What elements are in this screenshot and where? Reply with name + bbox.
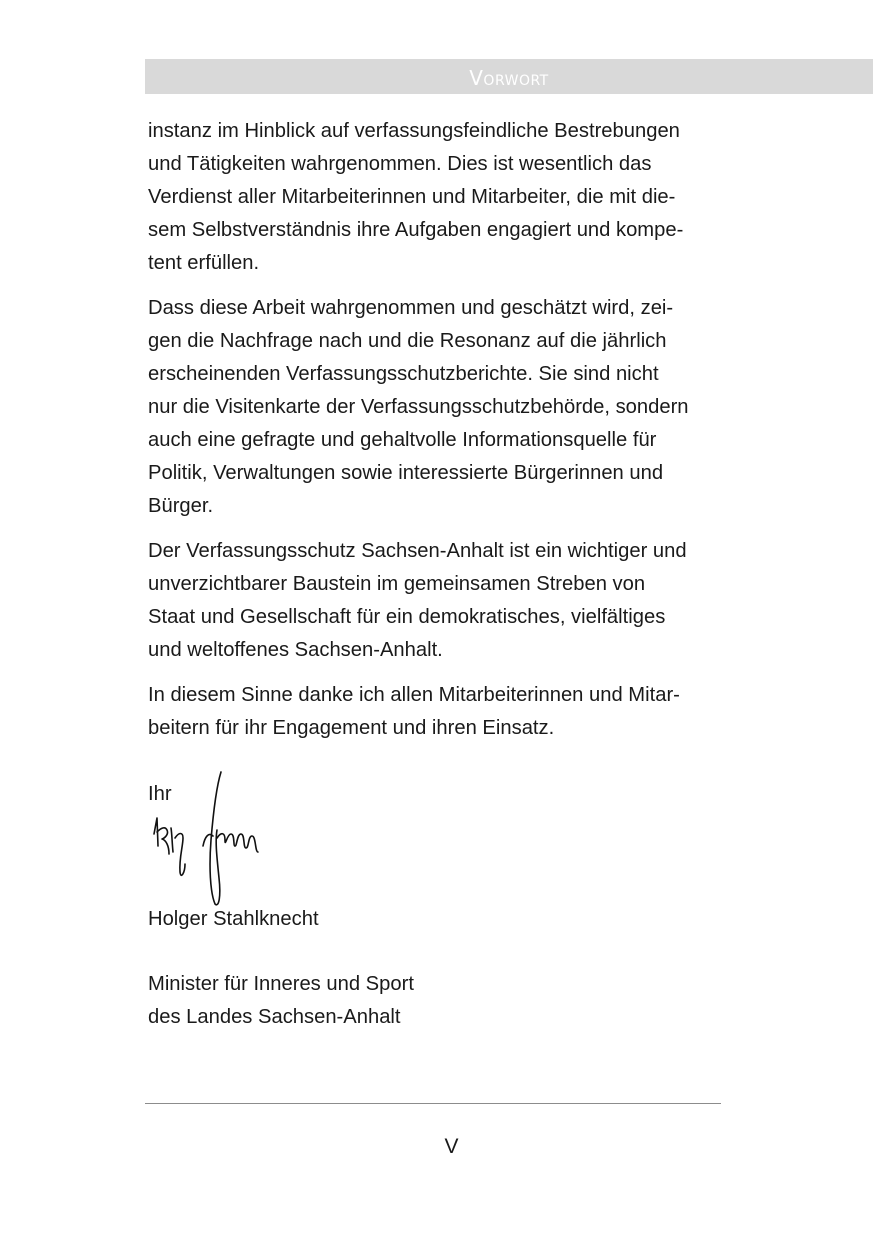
body-text xyxy=(148,115,773,757)
text-line: Bürger. xyxy=(148,495,214,517)
text-line: Der Verfassungsschutz Sachsen-Anhalt ist ein wichtiger und xyxy=(148,540,687,562)
text-line: instanz im Hinblick auf verfassungsfeindliche Bestrebungen xyxy=(148,120,680,142)
text-line: In diesem Sinne danke ich allen Mitarbeiterinnen und Mitar- xyxy=(148,684,680,706)
paragraph-2 xyxy=(148,292,773,523)
text-line: beitern für ihr Engagement und ihren Einsatz. xyxy=(148,717,555,739)
closing-salutation: Ihr xyxy=(148,783,172,805)
section-title: Vorwort xyxy=(469,66,549,90)
signer-title-line: Minister für Inneres und Sport xyxy=(148,973,414,995)
signer-title xyxy=(148,968,414,1034)
paragraph-4 xyxy=(148,679,773,745)
text-line: auch eine gefragte und gehaltvolle Informationsquelle für xyxy=(148,429,657,451)
page-number: V xyxy=(444,1135,459,1158)
paragraph-1 xyxy=(148,115,773,280)
text-line: Verdienst aller Mitarbeiterinnen und Mitarbeiter, die mit die- xyxy=(148,186,676,208)
signer-title-line: des Landes Sachsen-Anhalt xyxy=(148,1006,401,1028)
paragraph-3 xyxy=(148,535,773,667)
page-header xyxy=(145,59,873,94)
footer-divider xyxy=(145,1103,721,1104)
text-line: erscheinenden Verfassungsschutzberichte. Sie sind nicht xyxy=(148,363,659,385)
text-line: tent erfüllen. xyxy=(148,252,260,274)
text-line: und Tätigkeiten wahrgenommen. Dies ist wesentlich das xyxy=(148,153,652,175)
text-line: unverzichtbarer Baustein im gemeinsamen Streben von xyxy=(148,573,646,595)
signer-name: Holger Stahlknecht xyxy=(148,908,319,930)
text-line: gen die Nachfrage nach und die Resonanz auf die jährlich xyxy=(148,330,667,352)
text-line: sem Selbstverständnis ihre Aufgaben engagiert und kompe- xyxy=(148,219,684,241)
handwritten-signature xyxy=(145,768,270,908)
text-line: Dass diese Arbeit wahrgenommen und geschätzt wird, zei- xyxy=(148,297,674,319)
text-line: Staat und Gesellschaft für ein demokratisches, vielfältiges xyxy=(148,606,666,628)
text-line: nur die Visitenkarte der Verfassungsschutzbehörde, sondern xyxy=(148,396,689,418)
text-line: und weltoffenes Sachsen-Anhalt. xyxy=(148,639,443,661)
text-line: Politik, Verwaltungen sowie interessierte Bürgerinnen und xyxy=(148,462,664,484)
